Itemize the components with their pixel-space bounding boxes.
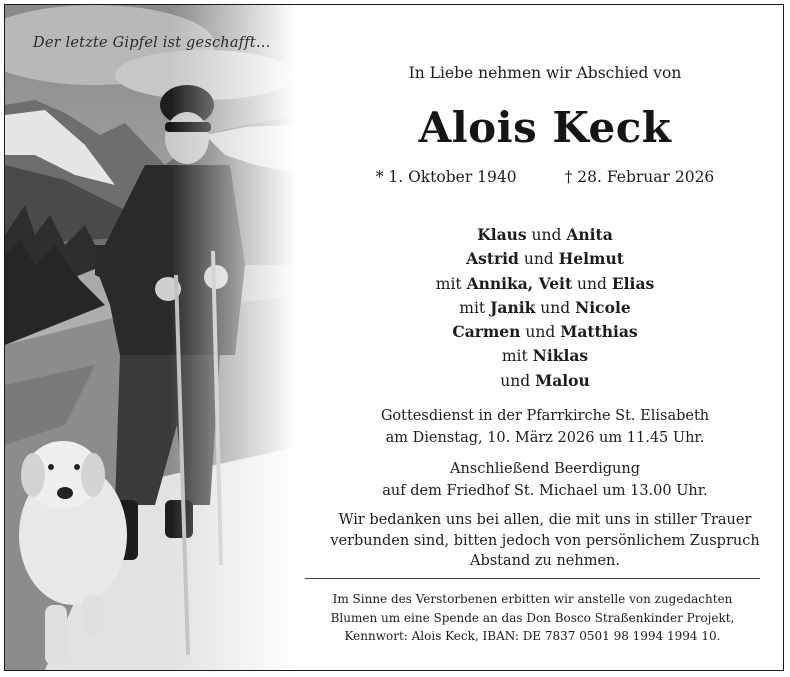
family-name: Annika, Veit [466, 273, 573, 293]
service-line: Gottesdienst in der Pfarrkirche St. Elisabeth [380, 408, 710, 424]
family-name: Nicole [575, 297, 631, 317]
family-connector: mit [501, 347, 533, 366]
family-connector: und [520, 323, 561, 342]
thanks-line: Wir bedanken uns bei allen, die mit uns in stiller Trauer [338, 512, 752, 528]
family-name: Anita [566, 225, 613, 244]
family-name: Niklas [532, 346, 589, 366]
thanks-line: verbunden sind, bitten jedoch von persönlichem Zuspruch [330, 532, 760, 549]
family-connector: und [500, 371, 536, 390]
family-name: Malou [535, 370, 590, 390]
family-line [305, 223, 784, 247]
obituary-notice [4, 4, 784, 671]
family-name: Matthias [560, 322, 638, 342]
life-dates [305, 168, 784, 186]
family-name: Elias [611, 273, 655, 293]
family-connector: und [518, 250, 559, 269]
family-name: Carmen [452, 322, 521, 342]
family-line [305, 296, 784, 320]
death-date: † 28. Februar 2026 [564, 168, 715, 186]
family-line [305, 320, 784, 344]
family-line [305, 344, 784, 368]
divider [305, 578, 760, 579]
thanks-note [305, 510, 784, 572]
birth-date: * 1. Oktober 1940 [375, 168, 517, 186]
family-line [305, 369, 784, 393]
family-connector: mit [459, 298, 491, 317]
family-connector: und [526, 226, 567, 244]
family-connector: mit [435, 274, 467, 293]
family-name: Klaus [477, 225, 527, 244]
family-name: Janik [490, 297, 536, 317]
family-list [305, 223, 784, 393]
family-line [305, 247, 784, 271]
burial-line: Anschließend Beerdigung [450, 461, 640, 477]
donation-line: Blumen um eine Spende an das Don Bosco Straßenkinder Projekt, [330, 610, 735, 625]
motto: Der letzte Gipfel ist geschafft… [33, 35, 271, 51]
family-connector: und [572, 274, 612, 293]
family-name: Helmut [558, 249, 624, 269]
deceased-name: Alois Keck [418, 103, 672, 152]
family-line [305, 272, 784, 296]
memorial-photo [5, 5, 305, 670]
thanks-line: Abstand zu nehmen. [469, 553, 621, 569]
service-line: am Dienstag, 10. März 2026 um 11.45 Uhr. [385, 429, 705, 446]
donation-line: Im Sinne des Verstorbenen erbitten wir anstelle von zugedachten [332, 592, 733, 606]
donation-note [305, 590, 760, 646]
intro-line: In Liebe nehmen wir Abschied von [408, 64, 682, 82]
family-name: Astrid [466, 249, 519, 269]
notice-text [305, 5, 784, 670]
burial-info [305, 459, 784, 502]
burial-line: auf dem Friedhof St. Michael um 13.00 Uhr. [382, 482, 708, 499]
funeral-service [305, 406, 784, 449]
donation-line: Kennwort: Alois Keck, IBAN: DE 7837 0501 98 1994 1994 10. [344, 629, 721, 643]
family-connector: und [535, 298, 576, 317]
